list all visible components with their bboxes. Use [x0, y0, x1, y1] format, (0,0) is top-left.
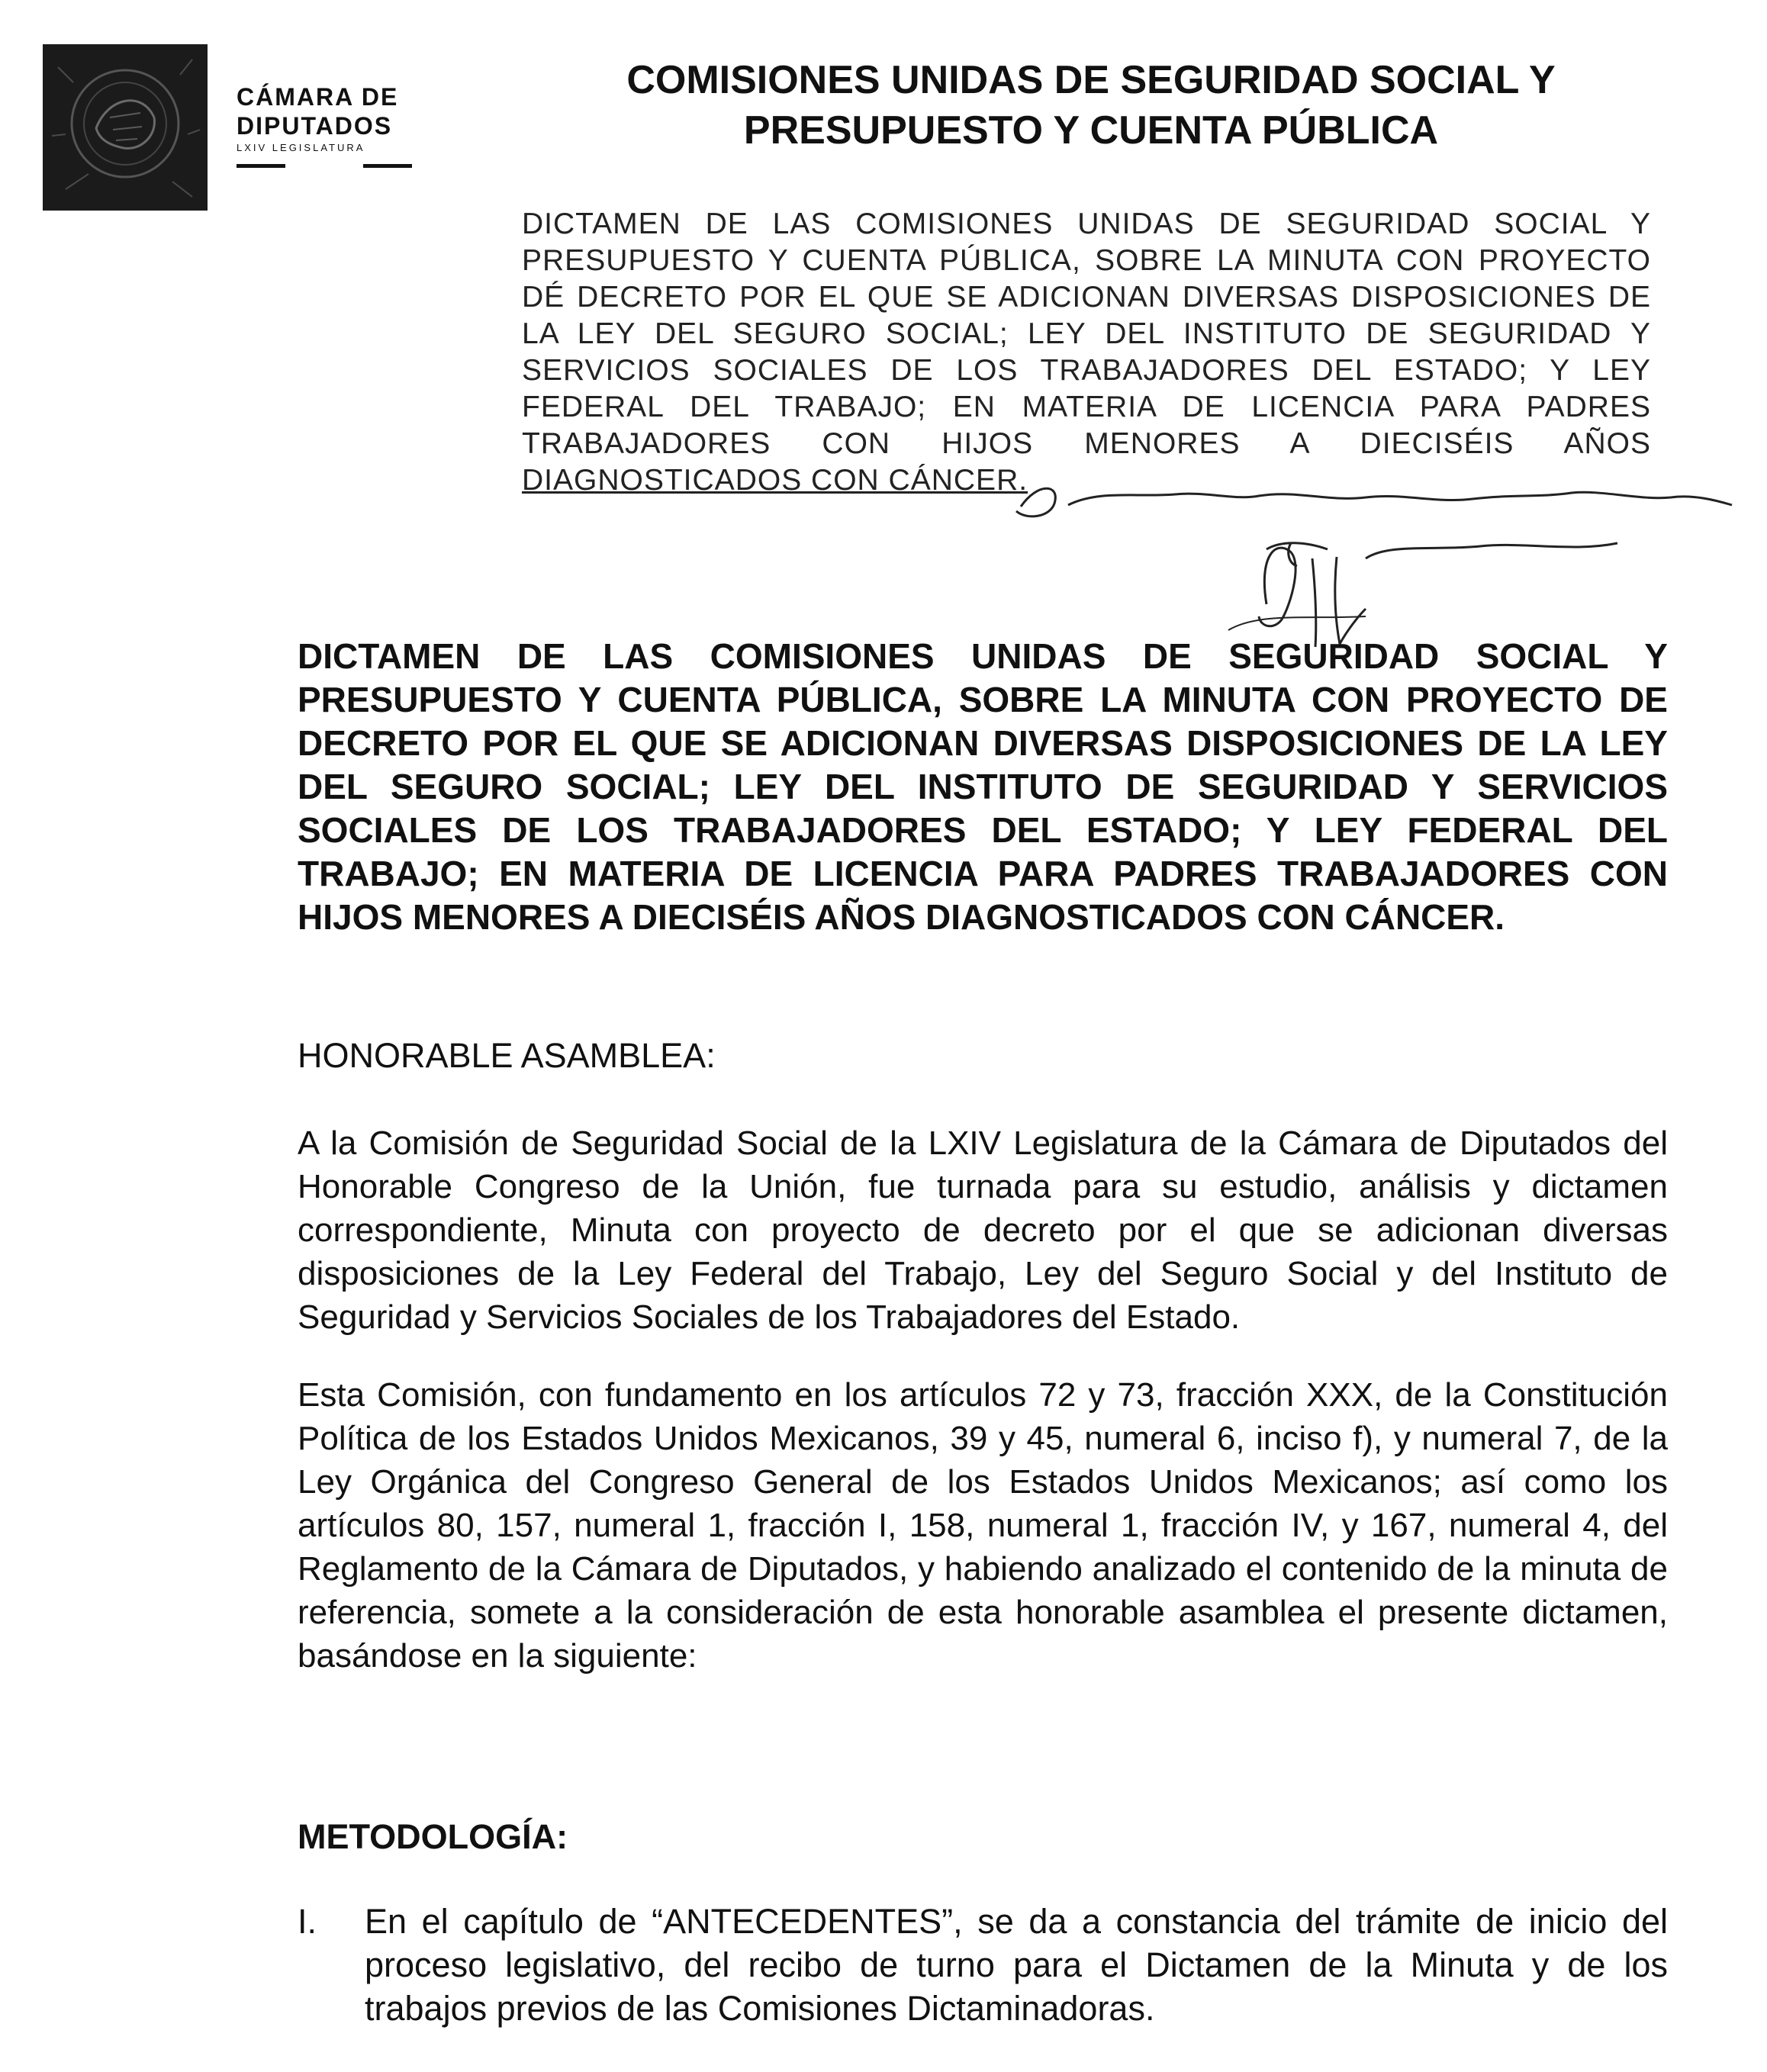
methodology-list [298, 1900, 1668, 2030]
chamber-seal-logo [43, 44, 208, 211]
logo-line-diputados: DIPUTADOS [237, 112, 393, 140]
page-title [488, 55, 1694, 156]
dictamen-title: DICTAMEN DE LAS COMISIONES UNIDAS DE SEGURIDAD SOCIAL Y PRESUPUESTO Y CUENTA PÚBLICA, SOBRE LA MINUTA CON PROYECTO DE DECRETO POR EL QUE SE ADICIONAN DIVERSAS DISPOSICIONES DE LA LEY DEL SEGURO SOCIAL; LEY DEL INSTITUTO DE SEGURIDAD Y SERVICIOS SOCIALES DE LOS TRABAJADORES DEL ESTADO; Y LEY FEDERAL DEL TRABAJO; EN MATERIA DE LICENCIA PARA PADRES TRABAJADORES CON HIJOS MENORES A DIECISÉIS AÑOS DIAGNOSTICADOS CON CÁNCER. [298, 636, 1668, 937]
logo-line-legislatura: LXIV LEGISLATURA [237, 142, 365, 153]
summary-text: DICTAMEN DE LAS COMISIONES UNIDAS DE SEGURIDAD SOCIAL Y PRESUPUESTO Y CUENTA PÚBLICA, SOBRE LA MINUTA CON PROYECTO DÉ DECRETO POR EL QUE SE ADICIONAN DIVERSAS DISPOSICIONES DE LA LEY DEL SEGURO SOCIAL; LEY DEL INSTITUTO DE SEGURIDAD Y SERVICIOS SOCIALES DE LOS TRABAJADORES DEL ESTADO; Y LEY FEDERAL DEL TRABAJO; EN MATERIA DE LICENCIA PARA PADRES TRABAJADORES CON HIJOS MENORES A DIECISÉIS AÑOS [522, 208, 1651, 460]
list-item [298, 1900, 1668, 2030]
summary-abstract [522, 206, 1651, 499]
chamber-logo-text [237, 82, 420, 168]
list-item-number: I. [298, 1902, 317, 1941]
logo-underline-bars [237, 164, 412, 168]
salutation-heading: HONORABLE ASAMBLEA: [298, 1036, 716, 1075]
logo-line-camara: CÁMARA DE [237, 83, 399, 111]
summary-last-words: DIAGNOSTICADOS CON CÁNCER. [522, 464, 1028, 497]
page-title-line2: PRESUPUESTO Y CUENTA PÚBLICA [743, 108, 1439, 153]
methodology-heading: METODOLOGÍA: [298, 1817, 568, 1856]
list-item-text: En el capítulo de “ANTECEDENTES”, se da a constancia del trámite de inicio del proceso legislativo, del recibo de turno para el Dictamen de la Minuta y de los trabajos previos de las Comisiones Dictaminadoras. [365, 1902, 1668, 2028]
eagle-seal-icon [43, 44, 208, 211]
page-title-line1: COMISIONES UNIDAS DE SEGURIDAD SOCIAL Y [626, 58, 1556, 102]
paragraph-turnada: A la Comisión de Seguridad Social de la LXIV Legislatura de la Cámara de Diputados del Honorable Congreso de la Unión, fue turnada para su estudio, análisis y dictamen correspondiente, Minuta con proyecto de decreto por el que se adicionan diversas disposiciones de la Ley Federal del Trabajo, Ley del Seguro Social y del Instituto de Seguridad y Servicios Sociales de los Trabajadores del Estado. [298, 1124, 1668, 1336]
paragraph-fundamento: Esta Comisión, con fundamento en los artículos 72 y 73, fracción XXX, de la Constitución Política de los Estados Unidos Mexicanos, 39 y 45, numeral 6, inciso f), y numeral 7, de la Ley Orgánica del Congreso General de los Estados Unidos Mexicanos; así como los artículos 80, 157, numeral 1, fracción I, 158, numeral 1, fracción IV, y 167, numeral 4, del Reglamento de la Cámara de Diputados, y habiendo analizado el contenido de la minuta de referencia, somete a la consideración de esta honorable asamblea el presente dictamen, basándose en la siguiente: [298, 1376, 1668, 1675]
